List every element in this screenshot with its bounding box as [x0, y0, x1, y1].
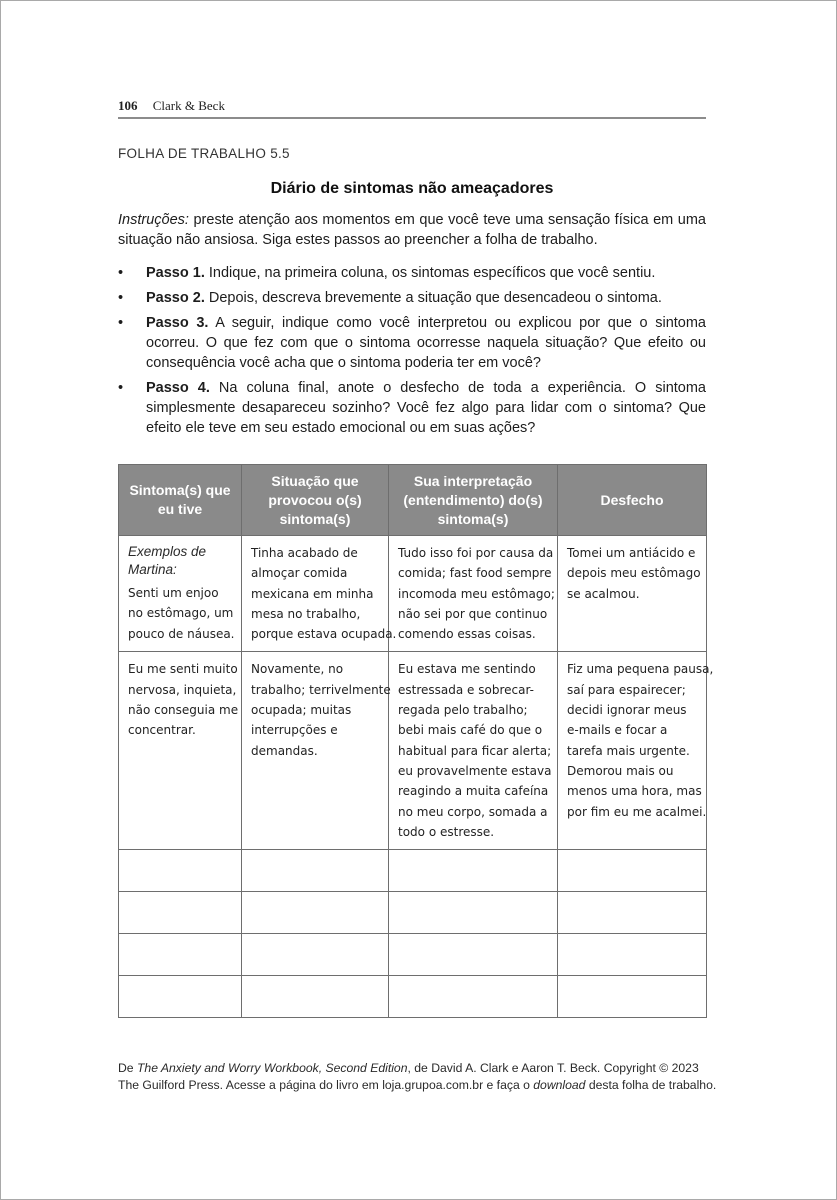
- cell-line: mexicana em minha: [251, 586, 374, 601]
- cell-line: comida; fast food sempre: [398, 566, 552, 581]
- cell-line: Eu me senti muito: [128, 662, 238, 677]
- cell-line: estressada e sobrecar-: [398, 682, 534, 697]
- cell-line: por fim eu me acalmei.: [567, 804, 707, 819]
- step-item: [118, 263, 706, 283]
- cell-line: regada pelo trabalho;: [398, 703, 528, 718]
- cell-line: Senti um enjoo: [128, 586, 219, 600]
- cell-interpretation: [389, 536, 558, 652]
- cell-line: habitual para ficar alerta;: [398, 743, 552, 758]
- step-text: Na coluna final, anote o desfecho de toda a experiência. O sintoma simplesmente desapareceu sozinho? Você fez algo para lidar com o sintoma? Que efeito ele teve em seu estado emocional ou em suas ações?: [146, 380, 707, 436]
- step-label: Passo 3.: [146, 315, 209, 331]
- cell-line: comendo essas coisas.: [398, 627, 536, 642]
- cell-line: ocupada; muitas: [251, 703, 352, 718]
- credit-middle: , de David A. Clark e Aaron T. Beck. Copyright © 2023 The Guilford Press. Acesse a página do livro em loja.grupoa.com.br e faça o: [118, 1061, 699, 1092]
- cell-line: Tomei um antiácido e: [567, 546, 696, 560]
- cell-line: tarefa mais urgente.: [567, 743, 690, 758]
- running-head: [118, 98, 706, 119]
- cell-line: pouco de náusea.: [128, 626, 235, 641]
- step-item: [118, 313, 706, 373]
- step-text: Indique, na primeira coluna, os sintomas específicos que você sentiu.: [204, 265, 656, 281]
- cell-line: trabalho; terrivelmente: [251, 682, 391, 697]
- cell-line: no meu corpo, somada a: [398, 804, 548, 819]
- cell-outcome: [558, 652, 714, 850]
- running-head-authors: Clark & Beck: [152, 98, 225, 113]
- cell-line: Fiz uma pequena pausa,: [567, 662, 714, 677]
- cell-line: nervosa, inquieta,: [128, 682, 237, 697]
- cell-line: não conseguia me: [128, 703, 239, 718]
- table-row-blank: [119, 850, 707, 892]
- credit-book-title: The Anxiety and Worry Workbook, Second Edition: [136, 1061, 408, 1075]
- cell-line: no estômago, um: [128, 606, 234, 621]
- cell-line: Tudo isso foi por causa da: [398, 546, 554, 560]
- cell-symptom: [119, 652, 242, 850]
- cell-line: incomoda meu estômago;: [398, 586, 555, 601]
- bullet-icon: •: [118, 380, 124, 396]
- cell-line: todo o estresse.: [398, 824, 495, 839]
- blank-cell[interactable]: [242, 892, 389, 934]
- cell-line: almoçar comida: [251, 566, 348, 581]
- cell-line: se acalmou.: [567, 586, 640, 601]
- blank-cell[interactable]: [389, 892, 558, 934]
- worksheet-title: Diário de sintomas não ameaçadores: [270, 180, 554, 197]
- cell-line: mesa no trabalho,: [251, 606, 361, 621]
- step-label: Passo 1.: [146, 265, 205, 281]
- cell-line: Eu estava me sentindo: [398, 662, 536, 677]
- table-row-blank: [119, 934, 707, 976]
- header-symptoms: Sintoma(s) que eu tive: [119, 465, 242, 536]
- cell-situation: [242, 652, 389, 850]
- step-text: A seguir, indique como você interpretou ou explicou por que o sintoma ocorreu. O que fez com que o sintoma ocorresse naquela situação? Que efeito ou consequência você acha que o sintoma poderia ter em você?: [146, 315, 706, 371]
- blank-cell[interactable]: [119, 976, 242, 1018]
- blank-cell[interactable]: [389, 934, 558, 976]
- cell-interpretation: [389, 652, 558, 850]
- cell-line: eu provavelmente estava: [398, 763, 552, 778]
- cell-line: demandas.: [251, 743, 318, 758]
- blank-cell[interactable]: [242, 934, 389, 976]
- blank-cell[interactable]: [242, 850, 389, 892]
- cell-situation: [242, 536, 397, 652]
- example-label: Exemplos de Martina:: [128, 544, 207, 577]
- bullet-icon: •: [118, 290, 124, 306]
- cell-line: e-mails e focar a: [567, 723, 668, 738]
- cell-line: saí para espairecer;: [567, 682, 686, 697]
- blank-cell[interactable]: [558, 850, 707, 892]
- cell-line: reagindo a muita cafeína: [398, 784, 549, 799]
- page-number: 106: [118, 98, 138, 113]
- cell-line: menos uma hora, mas: [567, 784, 702, 799]
- cell-outcome: [558, 536, 707, 652]
- step-label: Passo 4.: [146, 380, 210, 396]
- blank-cell[interactable]: [558, 934, 707, 976]
- cell-symptom: [119, 536, 242, 652]
- cell-line: porque estava ocupada.: [251, 627, 397, 642]
- header-outcome: Desfecho: [558, 465, 707, 536]
- bullet-icon: •: [118, 315, 124, 331]
- header-situation: Situação que provocou o(s) sintoma(s): [242, 465, 389, 536]
- cell-line: bebi mais café do que o: [398, 723, 543, 738]
- worksheet-label: FOLHA DE TRABALHO 5.5: [118, 146, 290, 161]
- copyright-credit: [118, 1060, 718, 1094]
- blank-cell[interactable]: [558, 892, 707, 934]
- blank-cell[interactable]: [119, 934, 242, 976]
- blank-cell[interactable]: [558, 976, 707, 1018]
- cell-line: não sei por que continuo: [398, 606, 548, 621]
- steps-list: [118, 263, 706, 443]
- credit-download: download: [533, 1078, 586, 1092]
- blank-cell[interactable]: [119, 892, 242, 934]
- cell-line: interrupções e: [251, 723, 338, 738]
- cell-line: Tinha acabado de: [251, 546, 358, 560]
- step-text: Depois, descreva brevemente a situação que desencadeou o sintoma.: [204, 290, 662, 306]
- blank-cell[interactable]: [389, 850, 558, 892]
- cell-line: depois meu estômago: [567, 566, 701, 581]
- step-item: [118, 378, 706, 438]
- cell-line: decidi ignorar meus: [567, 703, 687, 718]
- credit-prefix: De: [118, 1061, 137, 1075]
- header-interpretation: Sua interpretação (entendimento) do(s) sintoma(s): [389, 465, 558, 536]
- table-row-blank: [119, 976, 707, 1018]
- blank-cell[interactable]: [389, 976, 558, 1018]
- bullet-icon: •: [118, 265, 124, 281]
- table-row-example-2: [119, 652, 707, 850]
- step-item: [118, 288, 706, 308]
- table-header-row: [119, 465, 707, 536]
- credit-suffix: desta folha de trabalho.: [585, 1078, 717, 1092]
- symptom-diary-table: [118, 464, 714, 1018]
- step-label: Passo 2.: [146, 290, 205, 306]
- cell-line: Demorou mais ou: [567, 763, 674, 778]
- cell-line: Novamente, no: [251, 662, 344, 677]
- blank-cell[interactable]: [119, 850, 242, 892]
- blank-cell[interactable]: [242, 976, 389, 1018]
- instructions-text: preste atenção aos momentos em que você teve uma sensação física em uma situação não ansiosa. Siga estes passos ao preencher a folha de trabalho.: [118, 212, 706, 248]
- table-row-example-1: [119, 536, 707, 652]
- instructions: [118, 210, 706, 250]
- table-row-blank: [119, 892, 707, 934]
- instructions-label: Instruções:: [118, 212, 189, 228]
- cell-line: concentrar.: [128, 723, 196, 738]
